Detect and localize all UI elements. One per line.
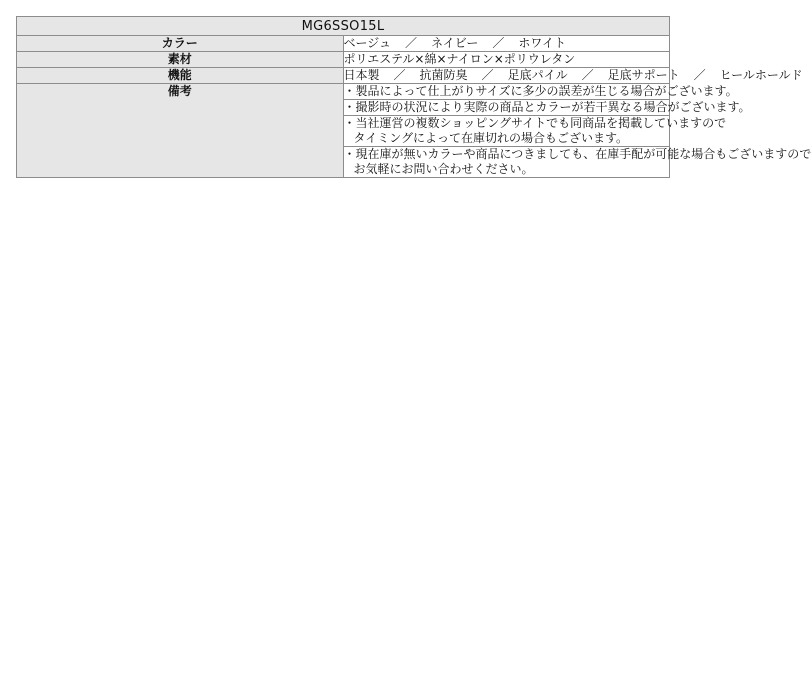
separator: ／ bbox=[405, 36, 418, 50]
note-item bbox=[343, 84, 738, 100]
spec-row-function bbox=[17, 68, 670, 84]
product-code-title: MG6SSO15L bbox=[17, 17, 670, 36]
title-row bbox=[17, 17, 670, 36]
color-label: カラー bbox=[17, 36, 344, 52]
function-label: 機能 bbox=[17, 68, 344, 84]
color-value bbox=[343, 36, 670, 52]
note-item bbox=[343, 147, 811, 178]
color-option: ベージュ bbox=[343, 36, 392, 50]
color-option: ホワイト bbox=[518, 36, 566, 50]
function-item: 足底パイル bbox=[507, 68, 568, 82]
note-line: タイミングによって在庫切れの場合もございます。 bbox=[353, 131, 629, 145]
note-line: ・当社運営の複数ショッピングサイトでも同商品を掲載していますので bbox=[343, 116, 727, 130]
function-item: 足底サポート bbox=[607, 68, 680, 82]
color-option: ネイビー bbox=[431, 36, 479, 50]
function-value bbox=[343, 68, 803, 84]
note-item bbox=[343, 100, 751, 116]
separator: ／ bbox=[492, 36, 505, 50]
note-line: ・製品によって仕上がりサイズに多少の誤差が生じる場合がございます。 bbox=[343, 84, 738, 98]
separator: ／ bbox=[693, 68, 706, 82]
function-item: 抗菌防臭 bbox=[419, 68, 468, 82]
function-item: ヒールホールド bbox=[719, 68, 803, 82]
function-item: 日本製 bbox=[343, 68, 380, 82]
spec-row-material bbox=[17, 52, 670, 68]
spec-row-notes-1 bbox=[17, 84, 670, 100]
note-item bbox=[343, 116, 727, 147]
notes-label: 備考 bbox=[17, 84, 344, 178]
note-line: ・撮影時の状況により実際の商品とカラーが若干異なる場合がございます。 bbox=[343, 100, 751, 114]
separator: ／ bbox=[393, 68, 406, 82]
separator: ／ bbox=[581, 68, 594, 82]
spec-row-color bbox=[17, 36, 670, 52]
separator: ／ bbox=[481, 68, 494, 82]
material-value: ポリエステル×綿×ナイロン×ポリウレタン bbox=[343, 52, 670, 68]
material-label: 素材 bbox=[17, 52, 344, 68]
note-line: ・現在庫が無いカラーや商品につきましても、在庫手配が可能な場合もございますので bbox=[343, 147, 811, 161]
product-spec-table bbox=[16, 16, 811, 178]
note-line: お気軽にお問い合わせください。 bbox=[353, 162, 534, 176]
